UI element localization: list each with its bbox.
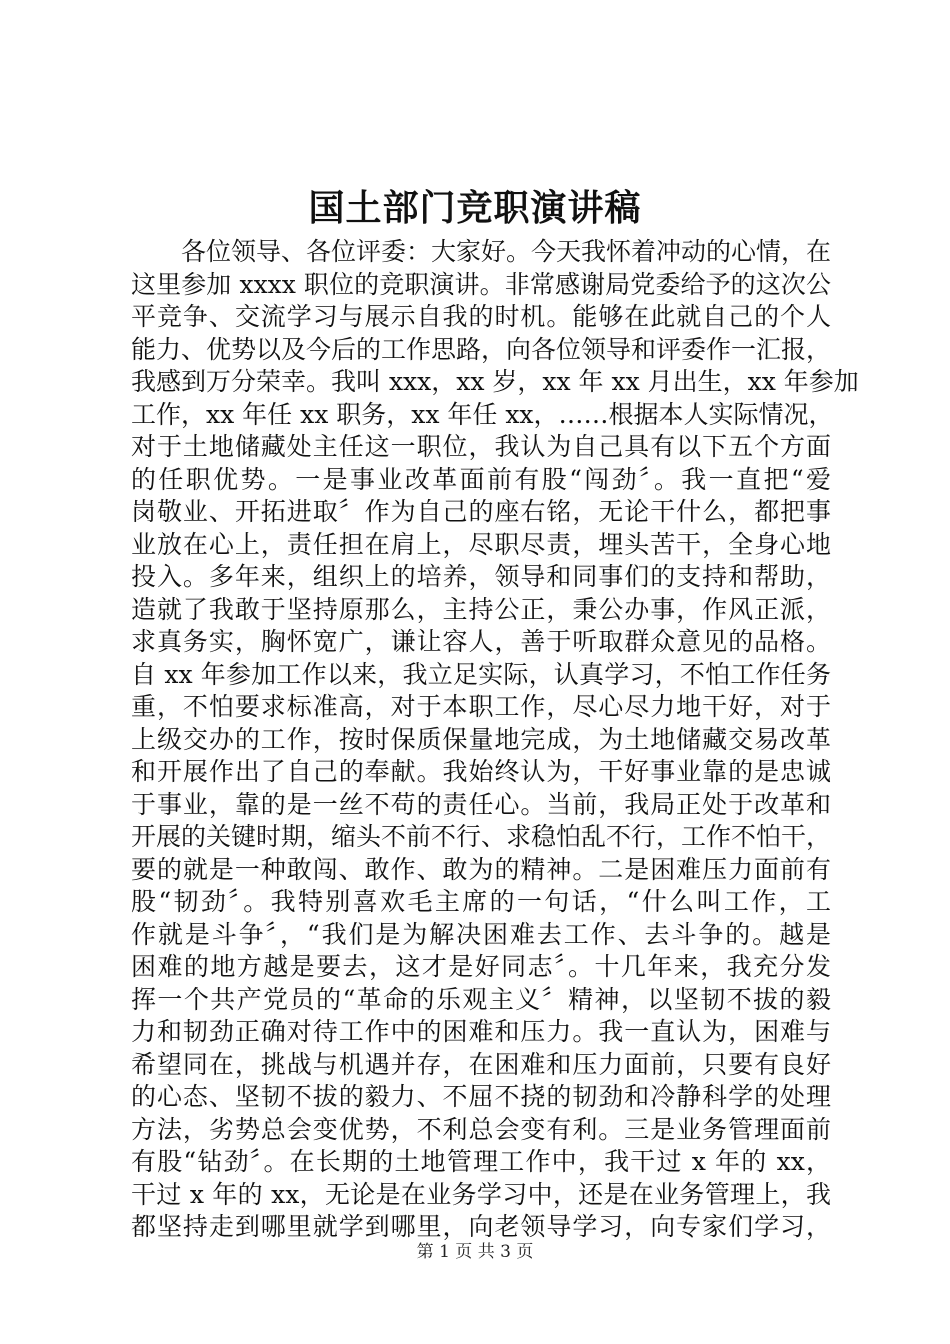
body-line: 力和韧劲正确对待工作中的困难和压力。我一直认为，困难与 — [131, 1017, 831, 1046]
body-line: 这里参加 xxxx 职位的竞职演讲。非常感谢局党委给予的这次公 — [131, 269, 831, 299]
body-line: 都坚持走到哪里就学到哪里，向老领导学习，向专家们学习， — [131, 1212, 831, 1241]
body-line: 和开展作出了自己的奉献。我始终认为，干好事业靠的是忠诚 — [131, 757, 831, 786]
document-body — [131, 236, 859, 1244]
body-line: 困难的地方越是要去，这才是好同志〞。十几年来，我充分发 — [131, 952, 831, 981]
body-line: 对于土地储藏处主任这一职位，我认为自己具有以下五个方面 — [131, 432, 831, 461]
body-line: 岗敬业、开拓进取〞作为自己的座右铭，无论干什么，都把事 — [131, 497, 831, 526]
body-line: 方法，劣势总会变优势，不利总会变有利。三是业务管理面前 — [131, 1114, 831, 1144]
body-line: 要的就是一种敢闯、敢作、敢为的精神。二是困难压力面前有 — [131, 854, 831, 884]
body-line: 我感到万分荣幸。我叫 xxx，xx 岁，xx 年 xx 月出生，xx 年参加 — [131, 367, 859, 396]
body-line: 造就了我敢于坚持原那么，主持公正，秉公办事，作风正派， — [131, 594, 831, 624]
body-line: 业放在心上，责任担在肩上，尽职尽责，埋头苦干，全身心地 — [131, 529, 831, 559]
body-line: 能力、优势以及今后的工作思路，向各位领导和评委作一汇报， — [131, 334, 832, 364]
body-line: 的任职优势。一是事业改革面前有股“闯劲〞。我一直把“爱 — [131, 464, 831, 494]
page-footer: 第 1 页 共 3 页 — [416, 1242, 534, 1262]
body-line: 股“韧劲〞。我特别喜欢毛主席的一句话，“什么叫工作，工 — [131, 887, 831, 916]
body-line: 投入。多年来，组织上的培养，领导和同事们的支持和帮助， — [131, 562, 831, 591]
body-line: 有股“钻劲〞。在长期的土地管理工作中，我干过 x 年的 xx， — [131, 1147, 831, 1176]
body-line: 于事业，靠的是一丝不苟的责任心。当前，我局正处于改革和 — [131, 789, 831, 819]
body-line: 自 xx 年参加工作以来，我立足实际，认真学习，不怕工作任务 — [131, 659, 831, 689]
body-line: 的心态、坚韧不拔的毅力、不屈不挠的韧劲和冷静科学的处理 — [131, 1082, 831, 1111]
body-line: 求真务实，胸怀宽广，谦让容人，善于听取群众意见的品格。 — [131, 627, 831, 656]
body-line: 开展的关键时期，缩头不前不行、求稳怕乱不行，工作不怕干， — [131, 822, 832, 851]
body-line: 上级交办的工作，按时保质保量地完成，为土地储藏交易改革 — [131, 724, 831, 754]
body-line: 希望同在，挑战与机遇并存，在困难和压力面前，只要有良好 — [131, 1049, 831, 1079]
body-line: 干过 x 年的 xx，无论是在业务学习中，还是在业务管理上，我 — [131, 1179, 831, 1209]
body-line: 挥一个共产党员的“革命的乐观主义〞精神，以坚韧不拔的毅 — [131, 984, 831, 1014]
body-line: 平竞争、交流学习与展示自我的时机。能够在此就自己的个人 — [131, 302, 831, 331]
body-line: 作就是斗争〞，“我们是为解决困难去工作、去斗争的。越是 — [131, 919, 831, 949]
document-title: 国土部门竞职演讲稿 — [308, 187, 642, 229]
body-line: 各位领导、各位评委：大家好。今天我怀着冲动的心情，在 — [181, 237, 832, 266]
body-line: 工作，xx 年任 xx 职务，xx 年任 xx，……根据本人实际情况， — [131, 399, 834, 429]
body-line: 重，不怕要求标准高，对于本职工作，尽心尽力地干好，对于 — [131, 692, 831, 721]
